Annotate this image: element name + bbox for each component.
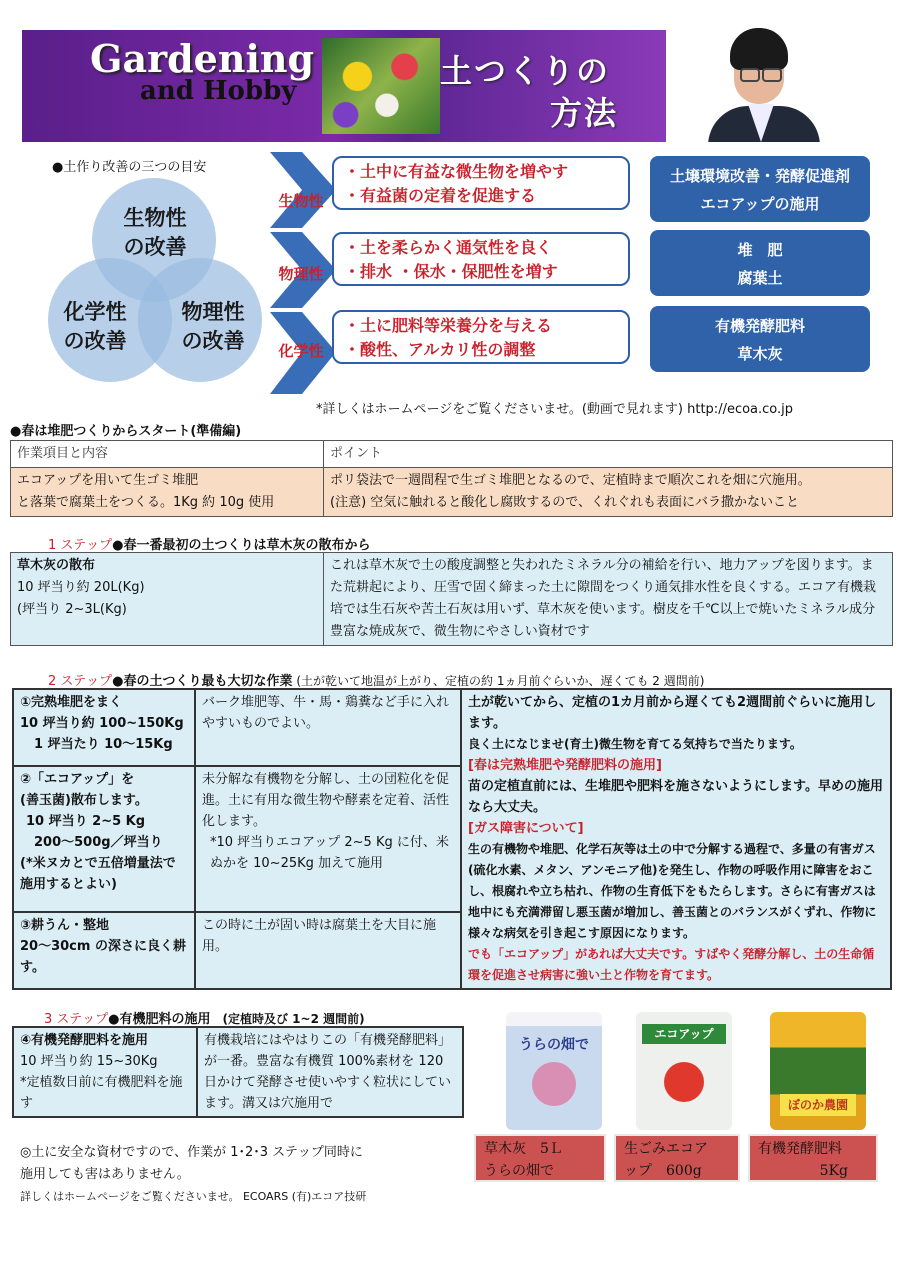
step3-right-cell: 有機栽培にはやはりこの「有機発酵肥料」が一番。豊富な有機質 100%素材を 120 日かけて発酵させ使いやすく粒状にしています。溝又は穴施用で xyxy=(197,1027,463,1117)
prep-head-point: ポイント xyxy=(324,441,893,468)
prep-head-task: 作業項目と内容 xyxy=(11,441,324,468)
prep-point-cell: ポリ袋法で一週間程で生ゴミ堆肥となるので、定植時まで順次これを畑に穴施用。 (注意) 空気に触れると酸化し腐敗するので、くれぐれも表面にバラ撒かないこと xyxy=(324,468,893,517)
footer-note: ◎土に安全な資材ですので、作業が 1･2･3 ステップ同時に 施用しても害はありません。 詳しくはホームページをご覧くださいませ。 ECOARS (有)エコア技研 xyxy=(20,1145,367,1203)
section-prep-heading: ●春は堆肥つくりからスタート(準備編) xyxy=(10,424,242,439)
header-banner xyxy=(22,30,666,142)
venn-label-chem: 化学性 の改善 xyxy=(63,300,127,353)
step3-left-cell: ④有機発酵肥料を施用 10 坪当り約 15~30Kg *定植数日前に有機肥料を施す xyxy=(13,1027,197,1117)
step1-table xyxy=(10,552,893,646)
arrow-label-bio: 生物性 xyxy=(278,192,324,210)
material-box-fertilizer: 有機発酵肥料 草木灰 xyxy=(650,306,870,372)
material-box-ecoup: 土壌環境改善・発酵促進剤 エコアップの施用 xyxy=(650,156,870,222)
product-label-fertilizer: 有機発酵肥料 5Kg xyxy=(748,1134,878,1182)
banner-title-jp: 土つくりの xyxy=(440,52,611,90)
phys-points-box: ・土を柔らかく通気性を良く ・排水 ・保水・保肥性を増す xyxy=(332,232,630,286)
product-label-ash: 草木灰 5Ｌ うらの畑で xyxy=(474,1134,606,1182)
step2-table xyxy=(12,688,892,990)
venn-title: ●土作り改善の三つの目安 xyxy=(52,160,207,175)
venn-label-phys: 物理性 の改善 xyxy=(181,300,245,353)
banner-title-jp-2: 方法 xyxy=(550,94,619,132)
venn-label-bio: 生物性 の改善 xyxy=(123,206,187,259)
step2-row3-left: ③耕うん・整地 20～30cm の深さに良く耕す。 xyxy=(13,912,195,989)
banner-title-en: Gardening xyxy=(90,36,315,81)
step2-row1-left: ①完熟堆肥をまく 10 坪当り約 100~150Kg 1 坪当たり 10～15Kg xyxy=(13,689,195,766)
step2-heading: 2 ステップ●春の土つくり最も大切な作業 (土が乾いて地温が上がり、定植の約 1ヵ月前ぐらいか、遅くても 2 週間前) xyxy=(48,674,705,689)
arrow-label-phys: 物理性 xyxy=(278,265,324,283)
step3-table xyxy=(12,1026,464,1118)
material-box-compost: 堆 肥 腐葉土 xyxy=(650,230,870,296)
step3-heading: 3 ステップ●有機肥料の施用 (定植時及び 1~2 週間前) xyxy=(44,1012,365,1027)
step1-left-cell: 草木灰の散布 10 坪当り約 20L(Kg) (坪当り 2~3L(Kg) xyxy=(11,553,324,646)
step2-right-cell: 土が乾いてから、定植の1カ月前から遅くても2週間前ぐらいに施用します。 良く土になじませ(育土)微生物を育てる気持ちで当たります。 [春は完熟堆肥や発酵肥料の施用] 苗の定植直前には、生堆肥や肥料を施さないようにします。早めの施用なら大丈夫。 [ガス障害について] 生の有機物や堆肥、化学石灰等は土の中で分解する過程で、多量の有害ガス(硫化水素、メタン、アンモニア他)を発生し、作物の呼吸作用に障害をおこし、根腐れや立ち枯れ、作物の生育低下をもたらします。さらに有害ガスは地中にも充満滞留し悪玉菌が増加し、善玉菌とのバランスがくずれ、作物に様々な病気を引き起こす原因になります。 でも「エコアップ」があれば大丈夫です。すばやく発酵分解し、土の生命循環を促進させ病害に強い土と作物を育てます。 xyxy=(461,689,891,989)
author-portrait xyxy=(700,28,828,142)
flower-photo xyxy=(322,38,440,134)
step2-row1-mid: バーク堆肥等、牛・馬・鶏糞など手に入れやすいものでよい。 xyxy=(195,689,461,766)
banner-subtitle-en: and Hobby xyxy=(140,76,297,106)
step1-right-cell: これは草木灰で土の酸度調整と失われたミネラル分の補給を行い、地力アップを図ります。また荒耕起により、圧雪で固く締まった土に隙間をつくり通気排水性を良くする。エコア有機栽培では生石灰や苦土石灰は用いず、草木灰を使います。樹皮を千℃以上で焼いたミネラル成分豊富な焼成灰で、微生物にやさしい資材です xyxy=(324,553,893,646)
bio-points-box: ・土中に有益な微生物を増やす ・有益菌の定着を促進する xyxy=(332,156,630,210)
homepage-note: *詳しくはホームページをご覧くださいませ。(動画で見れます) http://ecoa.co.jp xyxy=(316,402,794,417)
chem-points-box: ・土に肥料等栄養分を与える ・酸性、アルカリ性の調整 xyxy=(332,310,630,364)
step1-heading: 1 ステップ●春一番最初の土つくりは草木灰の散布から xyxy=(48,538,371,553)
step2-row2-left: ②「エコアップ」を (善玉菌)散布します。 10 坪当り 2~5 Kg 200～500g／坪当り (*米ヌカとで五倍増量法で施用するとよい) xyxy=(13,766,195,913)
product-image-ecoup: エコアップ xyxy=(636,1012,732,1130)
step2-row2-mid: 未分解な有機物を分解し、土の団粒化を促進。土に有用な微生物や酵素を定着、活性化します。 *10 坪当りエコアップ 2~5 Kg に付、米ぬかを 10~25Kg 加えて施用 xyxy=(195,766,461,913)
arrow-label-chem: 化学性 xyxy=(278,342,324,360)
prep-task-cell: エコアップを用いて生ゴミ堆肥 と落葉で腐葉土をつくる。1Kg 約 10g 使用 xyxy=(11,468,324,517)
step2-row3-mid: この時に土が固い時は腐葉土を大目に施用。 xyxy=(195,912,461,989)
product-image-ash: うらの畑で xyxy=(506,1012,602,1130)
prep-table xyxy=(10,440,893,517)
product-label-ecoup: 生ごみエコア ップ 600g xyxy=(614,1134,740,1182)
product-image-fertilizer: ぼのか農園 xyxy=(770,1012,866,1130)
